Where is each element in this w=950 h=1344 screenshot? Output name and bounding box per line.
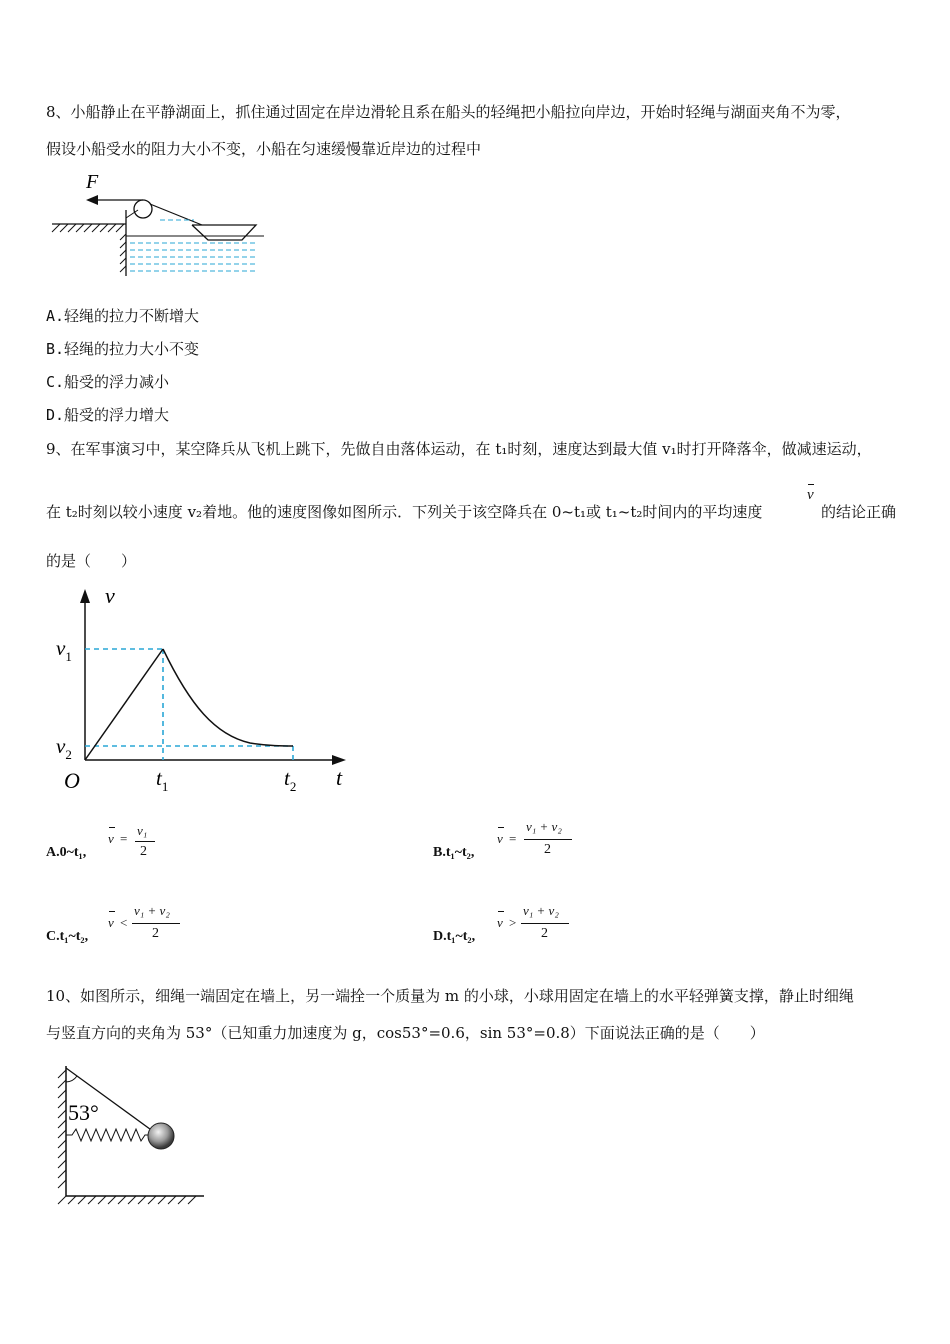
q10-ball [148,1123,174,1149]
q9-option-b-prefix: B.t₁~t₂, [433,845,475,860]
q9-line2: 在 t₂时刻以较小速度 v₂着地。他的速度图像如图所示．下列关于该空降兵在 0~t₁或 t₁~t₂时间内的平均速度 [46,503,763,521]
q9-line3: 的是（ ） [46,552,137,570]
q10-angle-label: 53° [68,1100,99,1125]
q9-line2-end: 的结论正确 [821,503,897,521]
q10-line2: 与竖直方向的夹角为 53°（已知重力加速度为 g，cos53°=0.6，sin 53°=0.8）下面说法正确的是（ ） [46,1024,765,1042]
q10-spring-ball-figure [50,1060,220,1215]
q9-vbar: v [807,484,814,504]
q9-line1: 9、在军事演习中，某空降兵从飞机上跳下，先做自由落体运动，在 t₁时刻，速度达到最大值 v₁时打开降落伞，做减速运动， [46,440,872,458]
q9-axis-t-label: t [336,765,343,790]
q9-origin-label: O [64,768,80,793]
q10-line1: 10、如图所示，细绳一端固定在墙上，另一端拴一个质量为 m 的小球，小球用固定在墙上的水平轻弹簧支撑，静止时细绳 [46,987,854,1005]
q9-t1-label: $t_1$ [156,766,169,794]
q8-force-label: F [86,171,99,193]
q8-line1: 8、小船静止在平静湖面上，抓住通过固定在岸边滑轮且系在船头的轻绳把小船拉向岸边，开始时轻绳与湖面夹角不为零， [46,103,851,121]
q9-option-d-prefix: D.t₁~t₂, [433,929,476,944]
q8-pulley-boat-figure [46,170,276,280]
q8-option-c: C.船受的浮力减小 [46,373,170,391]
q9-v1-label: $v_1$ [56,636,72,664]
q9-axis-v-label: v [105,583,115,608]
q8-line2: 假设小船受水的阻力大小不变，小船在匀速缓慢靠近岸边的过程中 [46,140,482,158]
q8-option-d: D.船受的浮力增大 [46,406,170,424]
q9-option-a-prefix: A.0~t₁, [46,845,87,860]
q8-option-b: B.轻绳的拉力大小不变 [46,340,200,358]
q8-option-a: A.轻绳的拉力不断增大 [46,307,200,325]
q9-v2-label: $v_2$ [56,734,72,762]
q9-t2-label: $t_2$ [284,766,297,794]
q9-option-c-prefix: C.t₁~t₂, [46,929,89,944]
q9-velocity-graph [50,585,360,800]
